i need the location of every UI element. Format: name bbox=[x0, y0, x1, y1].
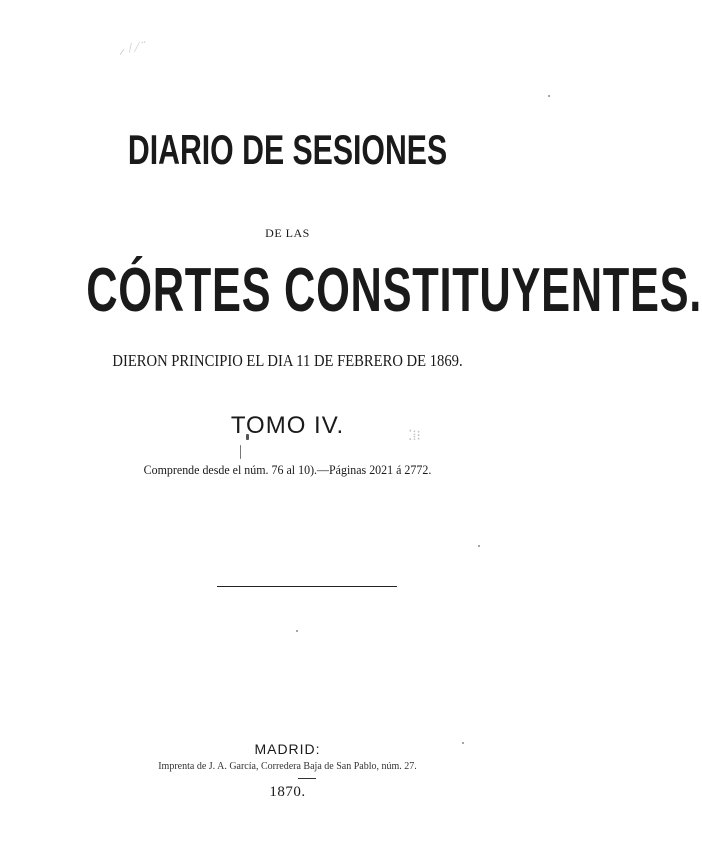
printer-imprint: Imprenta de J. A. García, Corredera Baja de San Pablo, núm. 27. bbox=[158, 761, 417, 772]
place-of-publication: MADRID: bbox=[254, 741, 321, 757]
stamp-mark: ⁚⁞⁝ bbox=[408, 429, 421, 444]
volume-label: TOMO IV. bbox=[230, 412, 345, 439]
handwritten-mark: ⸝ / ⁄ ¨ bbox=[117, 39, 148, 58]
contents-range: Comprende desde el núm. 76 al 10).—Páginas 2021 á 2772. bbox=[143, 462, 432, 477]
start-date-note: DIERON PRINCIPIO EL DIA 11 DE FEBRERO DE 1869. bbox=[112, 351, 463, 370]
ink-speck bbox=[240, 445, 241, 459]
ink-speck bbox=[296, 630, 298, 632]
divider-rule bbox=[217, 586, 397, 587]
ink-speck bbox=[478, 545, 480, 547]
publication-year: 1870. bbox=[269, 784, 306, 800]
page-title: DIARIO DE SESIONES bbox=[127, 126, 448, 173]
title-connector: DE LAS bbox=[265, 226, 310, 240]
page-subtitle: CÓRTES CONSTITUYENTES. bbox=[86, 256, 702, 325]
ink-speck bbox=[548, 95, 550, 97]
small-divider bbox=[298, 778, 316, 779]
